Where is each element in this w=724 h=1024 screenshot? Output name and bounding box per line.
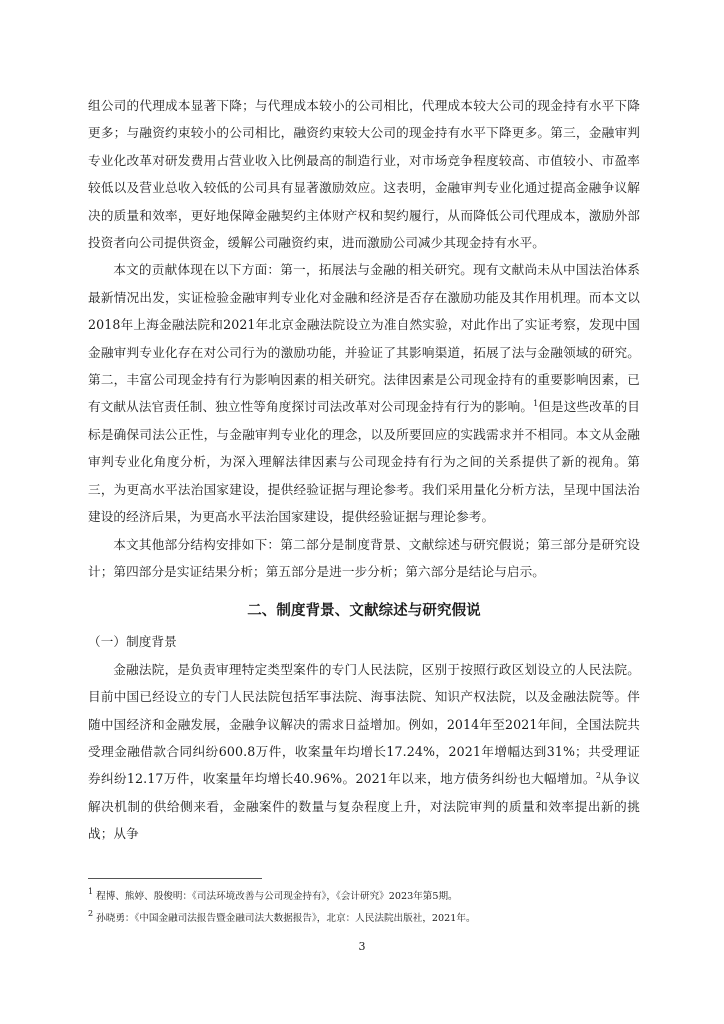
footnote-2 (88, 908, 648, 930)
paragraph-contributions-part1: 本文的贡献体现在以下方面：第一，拓展法与金融的相关研究。现有文献尚未从中国法治体系最新情况出发，实证检验金融审判专业化对金融和经济是否存在激励功能及其作用机理。而本文以2018年上海金融法院和2021年北京金融法院设立为准自然实验，对此作出了实证考察，发现中国金融审判专业化存在对公司行为的激励功能，并验证了其影响渠道，拓展了法与金融领域的研究。第二，丰富公司现金持有行为影响因素的相关研究。法律因素是公司现金持有的重要影响因素，已有文献从法官责任制、独立性等角度探讨司法改革对公司现金持有行为的影响。 (88, 262, 640, 415)
subsection-heading: （一）制度背景 (88, 634, 177, 650)
paragraph-structure: 本文其他部分结构安排如下：第二部分是制度背景、文献综述与研究假说；第三部分是研究设计；第四部分是实证结果分析；第五部分是进一步分析；第六部分是结论与启示。 (88, 536, 640, 579)
footnote-2-text: 孙晓勇：《中国金融司法报告暨金融司法大数据报告》，北京：人民法院出版社，2021年。 (96, 913, 476, 924)
page-number: 3 (358, 940, 366, 953)
body-text (88, 92, 640, 848)
footnote-1-mark: 1 (88, 887, 94, 896)
footnote-divider (88, 878, 262, 879)
footnote-1 (88, 886, 648, 908)
paragraph-contributions (88, 256, 640, 530)
footnote-1-text: 程博、熊婷、殷俊明：《司法环境改善与公司现金持有》，《会计研究》2023年第5期。 (96, 891, 458, 902)
paragraph-findings: 组公司的代理成本显著下降；与代理成本较小的公司相比，代理成本较大公司的现金持有水平下降更多；与融资约束较小的公司相比，融资约束较大公司的现金持有水平下降更多。第三，金融审判专业化改革对研发费用占营业收入比例最高的制造行业，对市场竞争程度较高、市值较小、市盈率较低以及营业总收入较低的公司具有显著激励效应。这表明，金融审判专业化通过提高金融争议解决的质量和效率，更好地保障金融契约主体财产权和契约履行，从而降低公司代理成本，激励外部投资者向公司提供资金，缓解公司融资约束，进而激励公司减少其现金持有水平。 (88, 98, 640, 251)
section-heading: 二、制度背景、文献综述与研究假说 (247, 603, 481, 620)
footnotes (88, 886, 648, 930)
paragraph-financial-court-part2: 从争议解决机制的供给侧来看，金融案件的数量与复杂程度上升，对法院审判的质量和效率提出新的挑战；从争 (88, 771, 640, 842)
footnote-2-mark: 2 (88, 909, 94, 918)
footnote-ref-2[interactable]: 2 (595, 771, 602, 781)
paragraph-contributions-part2: 但是这些改革的目标是确保司法公正性，与金融审判专业化的理念，以及所要回应的实践需求并不相同。本文从金融审判专业化角度分析，为深入理解法律因素与公司现金持有行为之间的关系提供了新的视角。第三，为更高水平法治国家建设，提供经验证据与理论参考。我们采用量化分析方法，呈现中国法治建设的经济后果，为更高水平法治国家建设，提供经验证据与理论参考。 (88, 399, 640, 525)
paragraph-financial-court-part1: 金融法院，是负责审理特定类型案件的专门人民法院，区别于按照行政区划设立的人民法院。目前中国已经设立的专门人民法院包括军事法院、海事法院、知识产权法院，以及金融法院等。伴随中国经济和金融发展，金融争议解决的需求日益增加。例如，2014年至2021年间，全国法院共受理金融借款合同纠纷600.8万件，收案量年均增长17.24%，2021年增幅达到31%；共受理证券纠纷12.17万件，收案量年均增长40.96%。2021年以来，地方债务纠纷也大幅增加。 (88, 661, 640, 787)
paragraph-financial-court (88, 656, 640, 848)
footnote-ref-1[interactable]: 1 (533, 399, 539, 409)
